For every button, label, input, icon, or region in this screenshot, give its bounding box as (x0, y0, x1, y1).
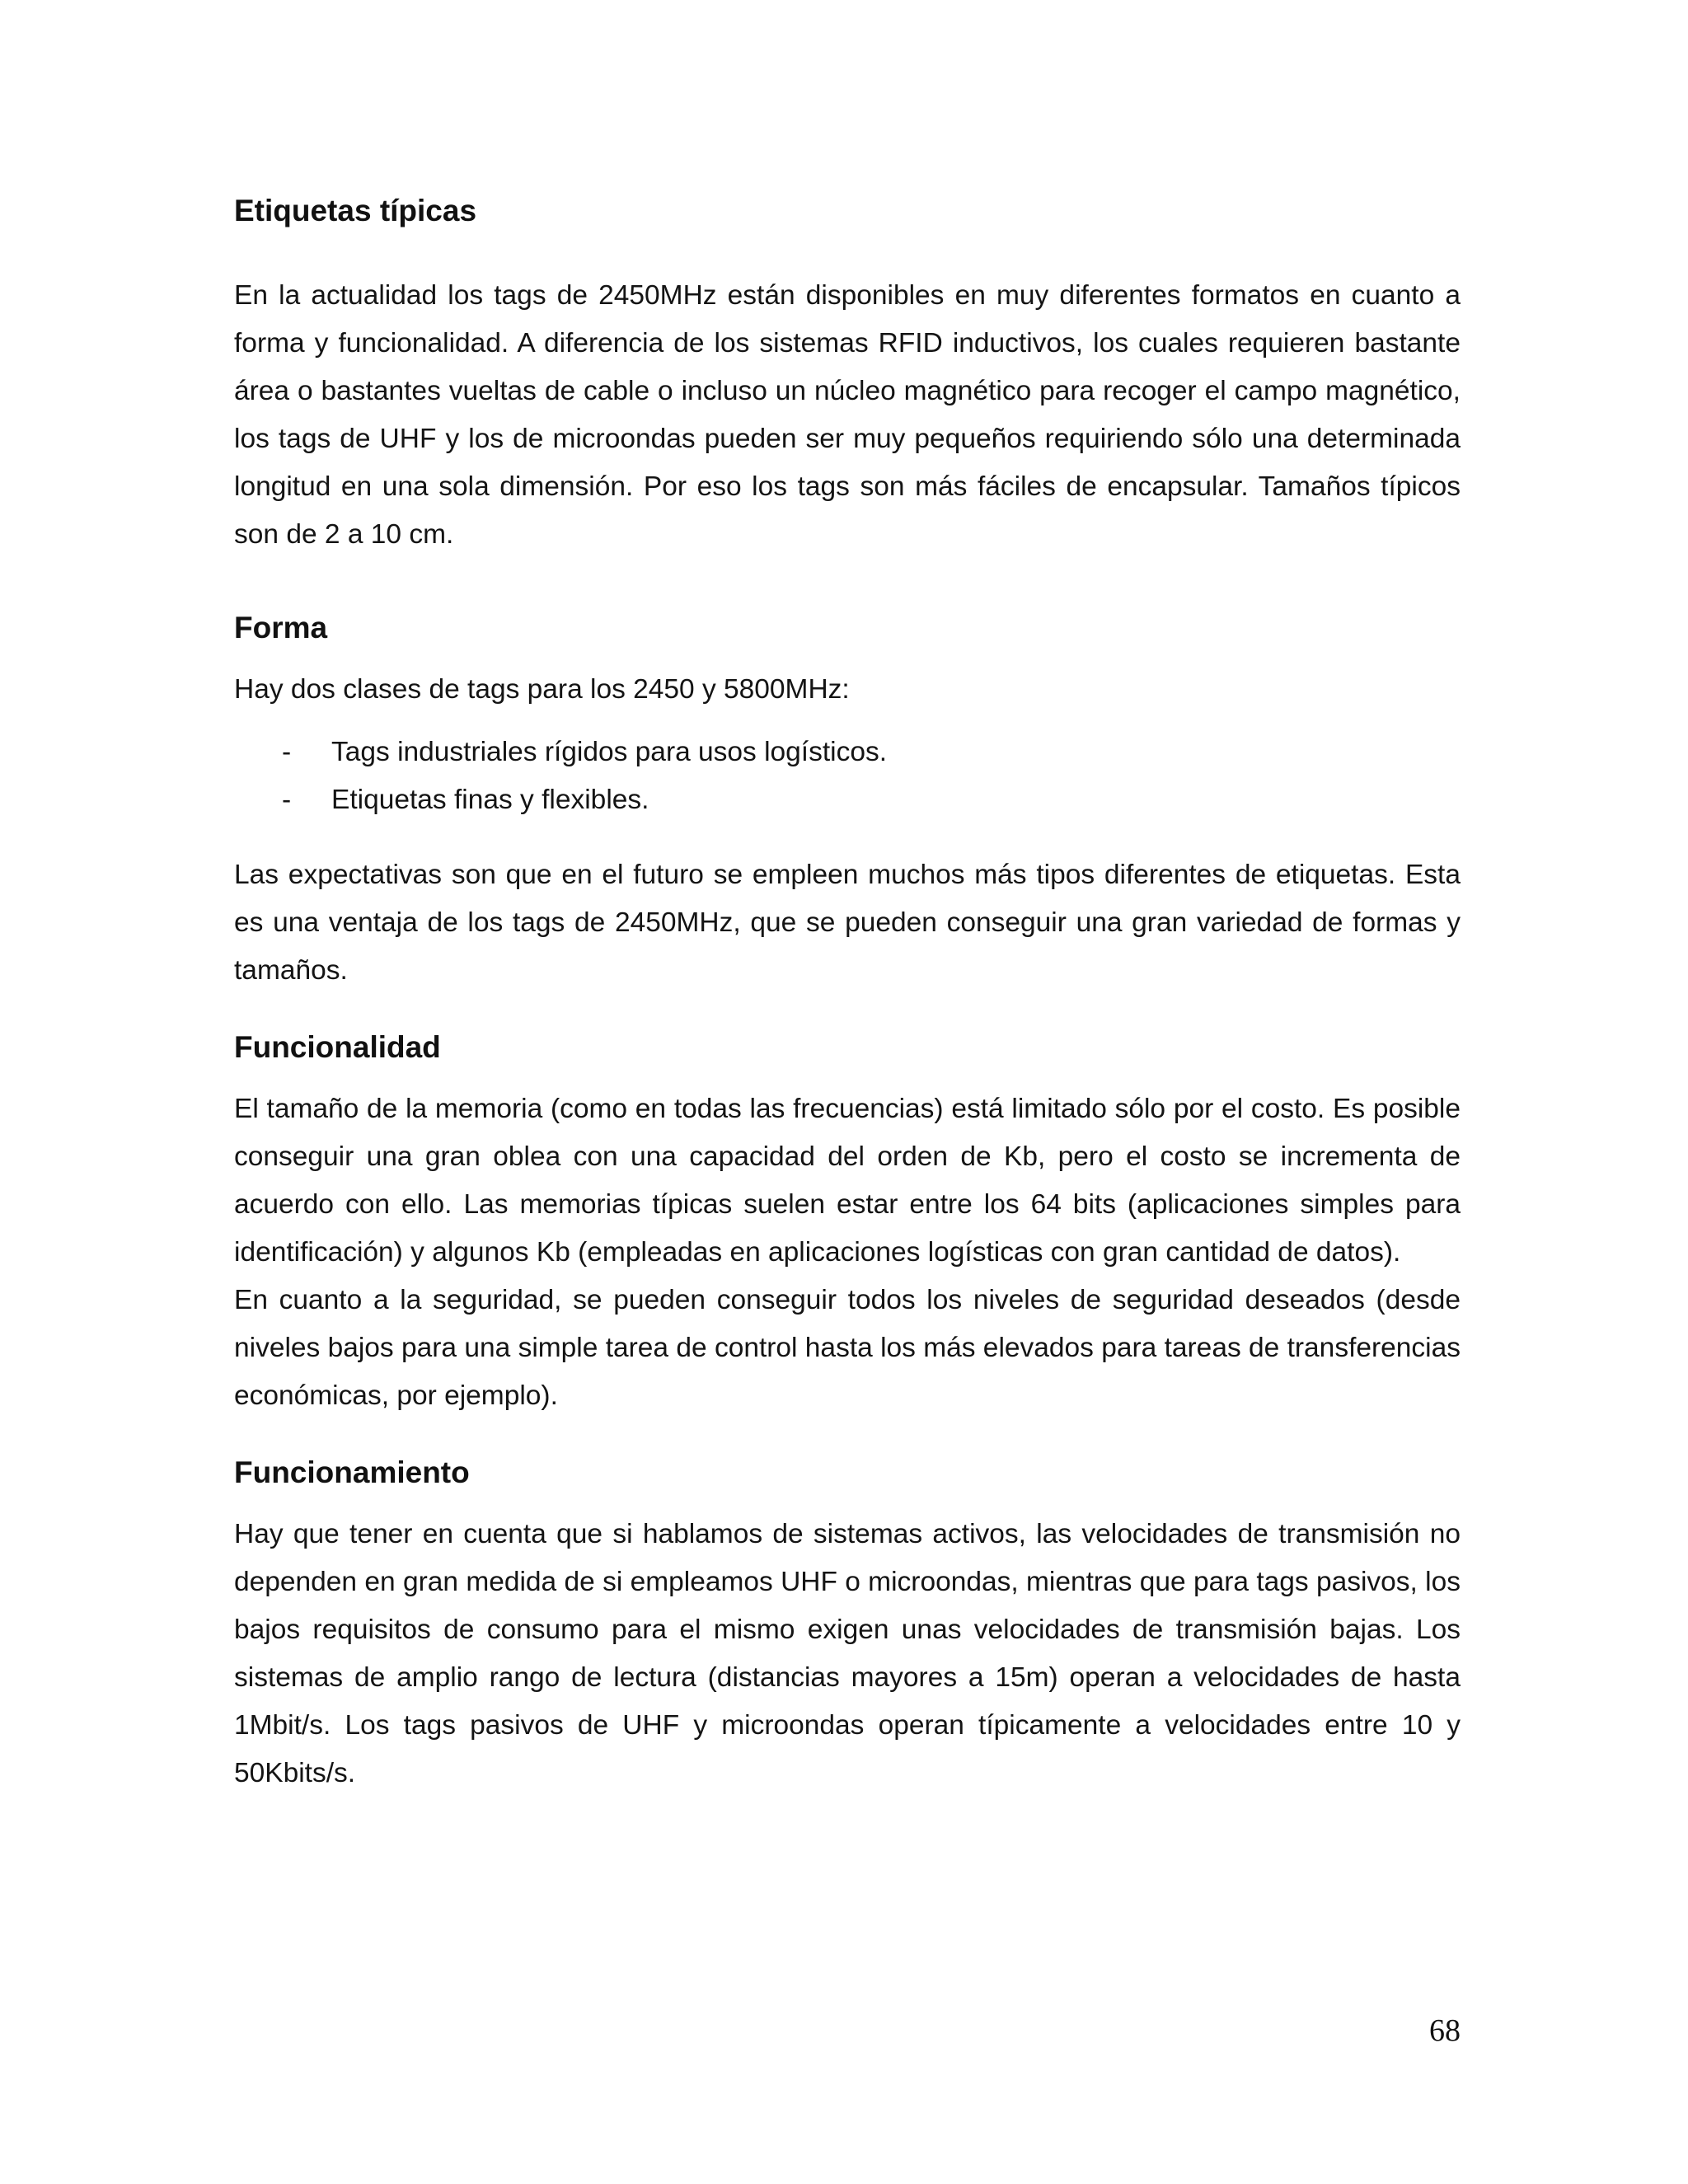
paragraph-forma-intro: Hay dos clases de tags para los 2450 y 5800MHz: (234, 674, 850, 705)
list-item-text: Tags industriales rígidos para usos logísticos. (331, 737, 888, 767)
list-dash-marker: - (282, 737, 292, 767)
paragraph-funcionalidad-seguridad: En cuanto a la seguridad, se pueden conseguir todos los niveles de seguridad deseados (desde niveles bajos para una simple tarea de control hasta los más elevados para tareas de transferencias económicas, por ejemplo). (234, 1285, 1461, 1411)
section-heading-forma: Forma (234, 611, 328, 644)
section-heading-funcionamiento: Funcionamiento (234, 1455, 470, 1489)
list-item (234, 776, 1461, 824)
list-dash-marker: - (282, 785, 292, 815)
paragraph-forma-expectativas: Las expectativas son que en el futuro se empleen muchos más tipos diferentes de etiquetas. Esta es una ventaja de los tags de 2450MHz, que se pueden conseguir una gran variedad de formas y tamaños. (234, 860, 1461, 986)
forma-tag-classes-list (234, 729, 1461, 824)
paragraph-funcionalidad-memoria: El tamaño de la memoria (como en todas las frecuencias) está limitado sólo por el costo. Es posible conseguir una gran oblea con una capacidad del orden de Kb, pero el costo se incrementa de acuerdo con ello. Las memorias típicas suelen estar entre los 64 bits (aplicaciones simples para identificación) y algunos Kb (empleadas en aplicaciones logísticas con gran cantidad de datos). (234, 1094, 1461, 1268)
list-item-text: Etiquetas finas y flexibles. (331, 785, 649, 815)
section-heading-funcionalidad: Funcionalidad (234, 1030, 441, 1064)
list-item (234, 729, 1461, 776)
paragraph-funcionamiento: Hay que tener en cuenta que si hablamos de sistemas activos, las velocidades de transmisión no dependen en gran medida de si empleamos UHF o microondas, mientras que para tags pasivos, los bajos requisitos de consumo para el mismo exigen unas velocidades de transmisión bajas. Los sistemas de amplio rango de lectura (distancias mayores a 15m) operan a velocidades de hasta 1Mbit/s. Los tags pasivos de UHF y microondas operan típicamente a velocidades entre 10 y 50Kbits/s. (234, 1519, 1461, 1788)
page-number: 68 (1429, 2013, 1461, 2048)
paragraph-etiquetas-tipicas: En la actualidad los tags de 2450MHz están disponibles en muy diferentes formatos en cuanto a forma y funcionalidad. A diferencia de los sistemas RFID inductivos, los cuales requieren bastante área o bastantes vueltas de cable o incluso un núcleo magnético para recoger el campo magnético, los tags de UHF y los de microondas pueden ser muy pequeños requiriendo sólo una determinada longitud en una sola dimensión. Por eso los tags son más fáciles de encapsular. Tamaños típicos son de 2 a 10 cm. (234, 280, 1461, 550)
document-page (234, 191, 1461, 1797)
section-heading-etiquetas-tipicas: Etiquetas típicas (234, 194, 477, 227)
